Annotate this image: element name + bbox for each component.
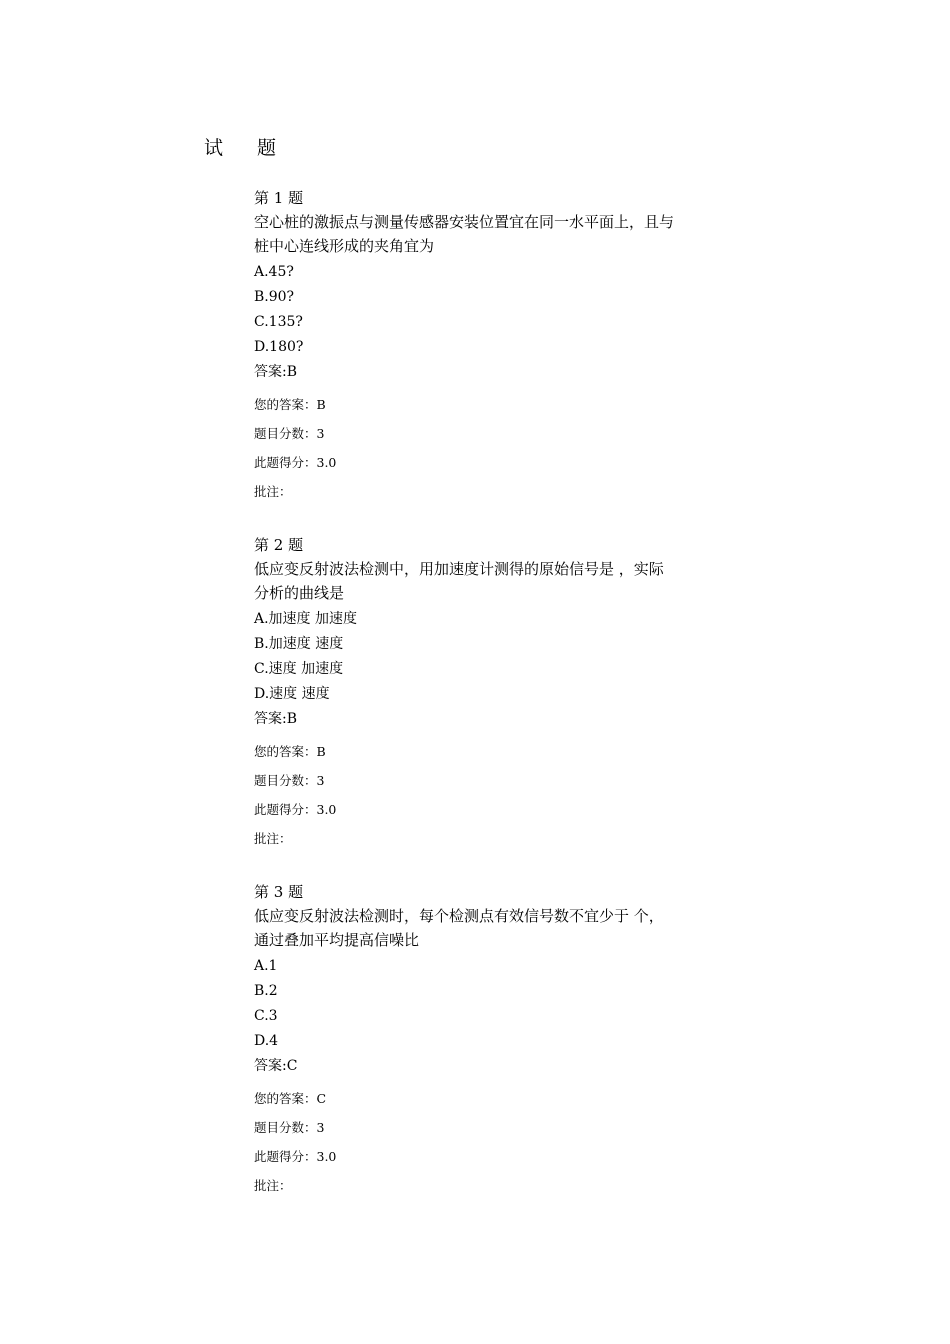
question-text-line: 分析的曲线是: [254, 584, 345, 602]
question-2: [254, 533, 714, 853]
option-a: A.加速度 加速度: [254, 611, 358, 627]
question-text-line: 通过叠加平均提高信噪比: [254, 931, 420, 949]
question-text: [254, 557, 714, 605]
options-list: [254, 260, 714, 360]
question-number: 第 2 题: [254, 536, 304, 554]
result-meta: [254, 1084, 714, 1200]
option-b: B.90?: [254, 289, 295, 305]
option-c: C.3: [254, 1008, 278, 1024]
question-text: [254, 210, 714, 258]
question-1: [254, 186, 714, 506]
comment-label: 批注：: [254, 1178, 292, 1193]
option-d: D.180?: [254, 339, 304, 355]
question-text: [254, 904, 714, 952]
earned-score: 此题得分：3.0: [254, 802, 337, 817]
option-c: C.速度 加速度: [254, 661, 344, 677]
comment-label: 批注：: [254, 484, 292, 499]
options-list: [254, 607, 714, 707]
question-text-line: 空心桩的激振点与测量传感器安装位置宜在同一水平面上，且与: [254, 213, 675, 231]
option-b: B.加速度 速度: [254, 636, 344, 652]
question-score: 题目分数：3: [254, 426, 325, 441]
result-meta: [254, 737, 714, 853]
question-number: 第 3 题: [254, 883, 304, 901]
page-title: [204, 133, 276, 160]
option-b: B.2: [254, 983, 278, 999]
earned-score: 此题得分：3.0: [254, 455, 337, 470]
question-text-line: 桩中心连线形成的夹角宜为: [254, 237, 435, 255]
correct-answer: 答案:B: [254, 364, 298, 380]
result-meta: [254, 390, 714, 506]
your-answer: 您的答案：B: [254, 397, 326, 412]
question-score: 题目分数：3: [254, 1120, 325, 1135]
earned-score: 此题得分：3.0: [254, 1149, 337, 1164]
your-answer: 您的答案：B: [254, 744, 326, 759]
option-c: C.135?: [254, 314, 303, 330]
question-text-line: 低应变反射波法检测时，每个检测点有效信号数不宜少于 个，: [254, 907, 664, 925]
your-answer: 您的答案：C: [254, 1091, 327, 1106]
question-text-line: 低应变反射波法检测中，用加速度计测得的原始信号是 ，实际: [254, 560, 664, 578]
question-number: 第 1 题: [254, 189, 304, 207]
question-3: [254, 880, 714, 1200]
option-a: A.1: [254, 958, 278, 974]
correct-answer: 答案:C: [254, 1058, 298, 1074]
question-score: 题目分数：3: [254, 773, 325, 788]
options-list: [254, 954, 714, 1054]
option-a: A.45?: [254, 264, 294, 280]
option-d: D.4: [254, 1033, 279, 1049]
correct-answer: 答案:B: [254, 711, 298, 727]
page-title-part2: 题: [257, 137, 277, 159]
comment-label: 批注：: [254, 831, 292, 846]
option-d: D.速度 速度: [254, 686, 330, 702]
page-title-part1: 试: [204, 137, 224, 159]
